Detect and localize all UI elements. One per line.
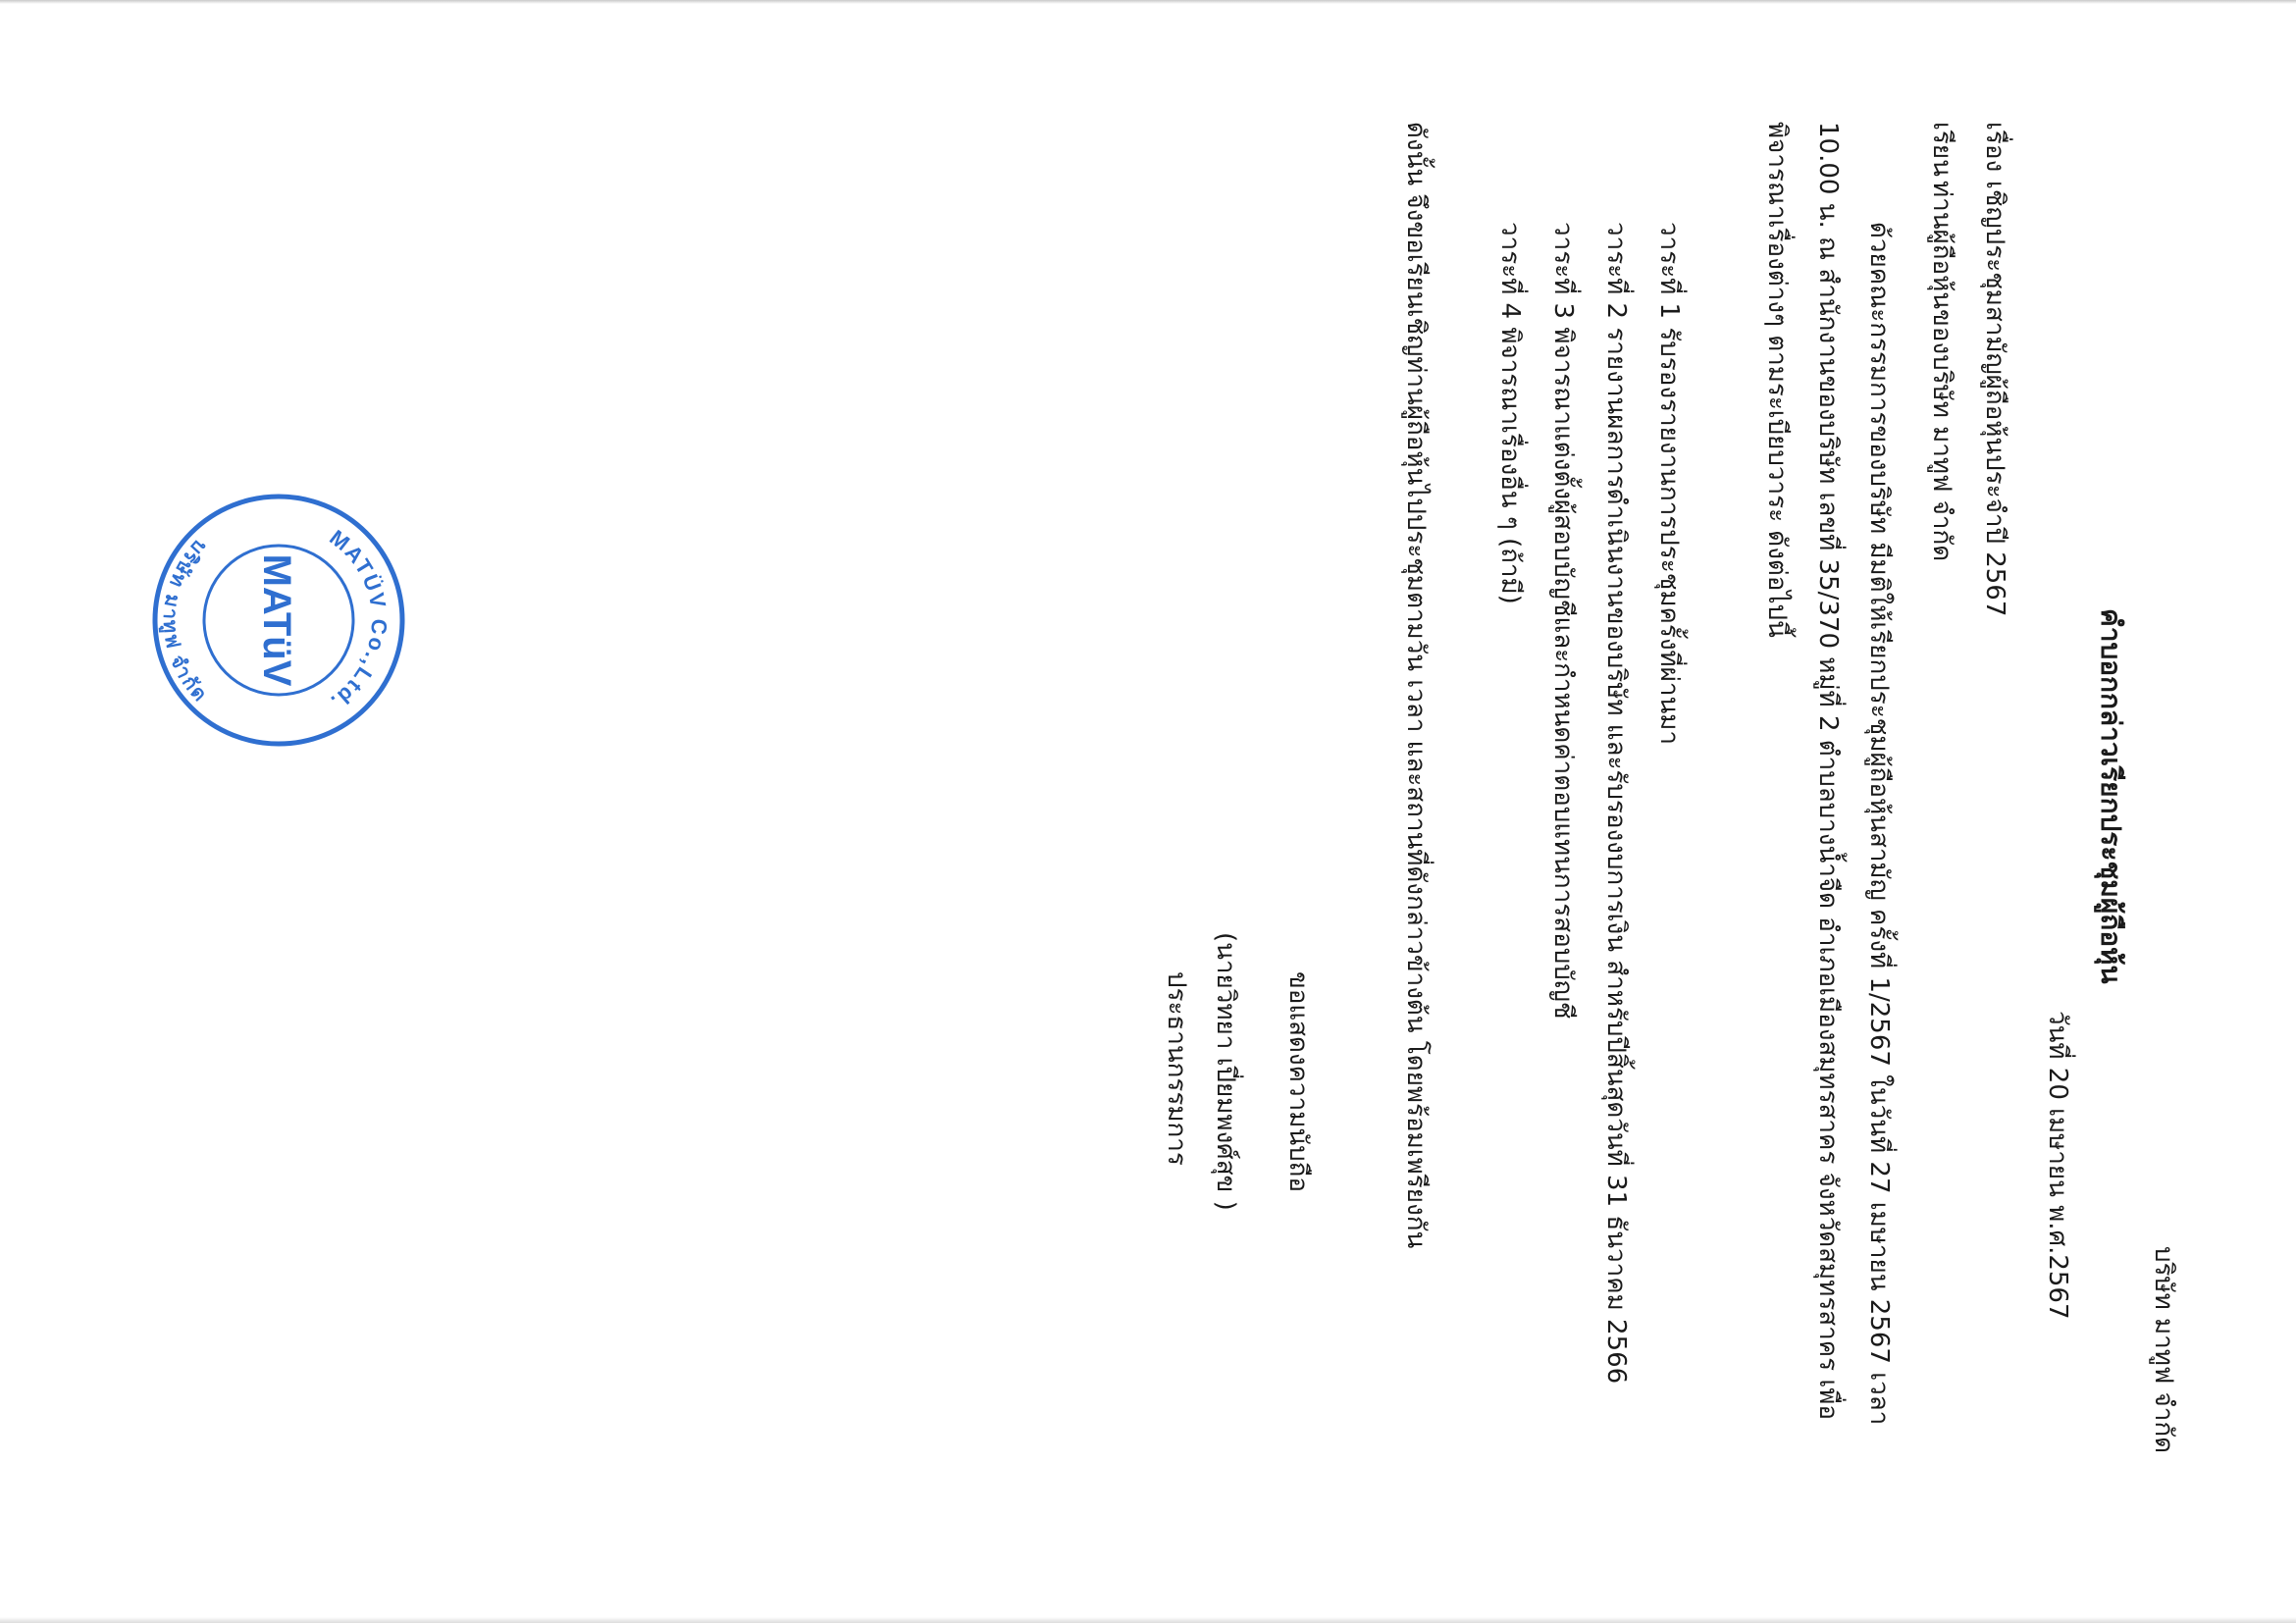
signer-title: ประธานกรรมการ: [1162, 971, 1191, 1166]
body-line-2: 10.00 น. ณ สำนักงานของบริษัท เลขที่ 35/370 หมู่ที่ 2 ตำบลบางน้ำจืด อำเภอเมืองสมุทรสาคร จังหวัดสมุทรสาคร เพื่อ: [1813, 122, 1843, 1421]
letter-title: คำบอกกล่าวเรียกประชุมผู้ถือหุ้น: [2095, 608, 2127, 984]
company-seal-stamp: [149, 491, 408, 750]
seal-center-text: MATüV: [255, 553, 298, 687]
agenda-item-3: วาระที่ 3 พิจารณาแต่งตั้งผู้สอบบัญชีและกำหนดค่าตอบแทนการสอบบัญชี: [1548, 222, 1578, 1020]
company-header: บริษัท มาทูฟ จำกัด: [2149, 1246, 2178, 1454]
signoff: ขอแสดงความนับถือ: [1283, 971, 1313, 1192]
seal-top-text: MATÜV Co.,Ltd.: [325, 525, 392, 716]
subject-label: เรื่อง: [1980, 122, 2009, 173]
agenda-item-4: วาระที่ 4 พิจารณาเรื่องอื่น ๆ (ถ้ามี): [1495, 222, 1525, 604]
body-line-1: ด้วยคณะกรรมการของบริษัท มีมติให้เรียกประชุมผู้ถือหุ้นสามัญ ครั้งที่ 1/2567 ในวันที่ 27 เมษายน 2567 เวลา: [1864, 222, 1894, 1426]
recipient-label: เรียน: [1927, 122, 1957, 177]
agenda-item-2: วาระที่ 2 รายงานผลการดำเนินงานของบริษัท และรับรองงบการเงิน สำหรับปีสิ้นสุดวันที่ 31 ธันวาคม 2566: [1601, 222, 1631, 1385]
letter-date: วันที่ 20 เมษายน พ.ศ.2567: [2043, 1011, 2072, 1320]
seal-bottom-text: บริษัท มาทูฟ จำกัด: [158, 534, 212, 707]
agenda-item-1: วาระที่ 1 รับรองรายงานการประชุมครั้งที่ผ่านมา: [1654, 222, 1684, 746]
signer-name: (นายวิทยา เปี่ยมพงศ์สุข ): [1211, 932, 1240, 1211]
closing-paragraph: ดังนั้น จึงขอเรียนเชิญท่านผู้ถือหุ้นไปประชุมตามวัน เวลา และสถานที่ดังกล่าวข้างต้น โดยพร้อมเพรียงกัน: [1401, 122, 1431, 1249]
recipient-text: ท่านผู้ถือหุ้นของบริษัท มาทูฟ จำกัด: [1927, 181, 1957, 562]
scan-edge-bottom: [0, 1617, 2296, 1623]
subject-line: [1978, 122, 2011, 616]
body-line-3: พิจารณาเรื่องต่างๆ ตามระเบียบวาระ ดังต่อไปนี้: [1762, 122, 1792, 638]
recipient-line: [1925, 122, 1958, 561]
subject-text: เชิญประชุมสามัญผู้ถือหุ้นประจำปี 2567: [1980, 181, 2009, 617]
